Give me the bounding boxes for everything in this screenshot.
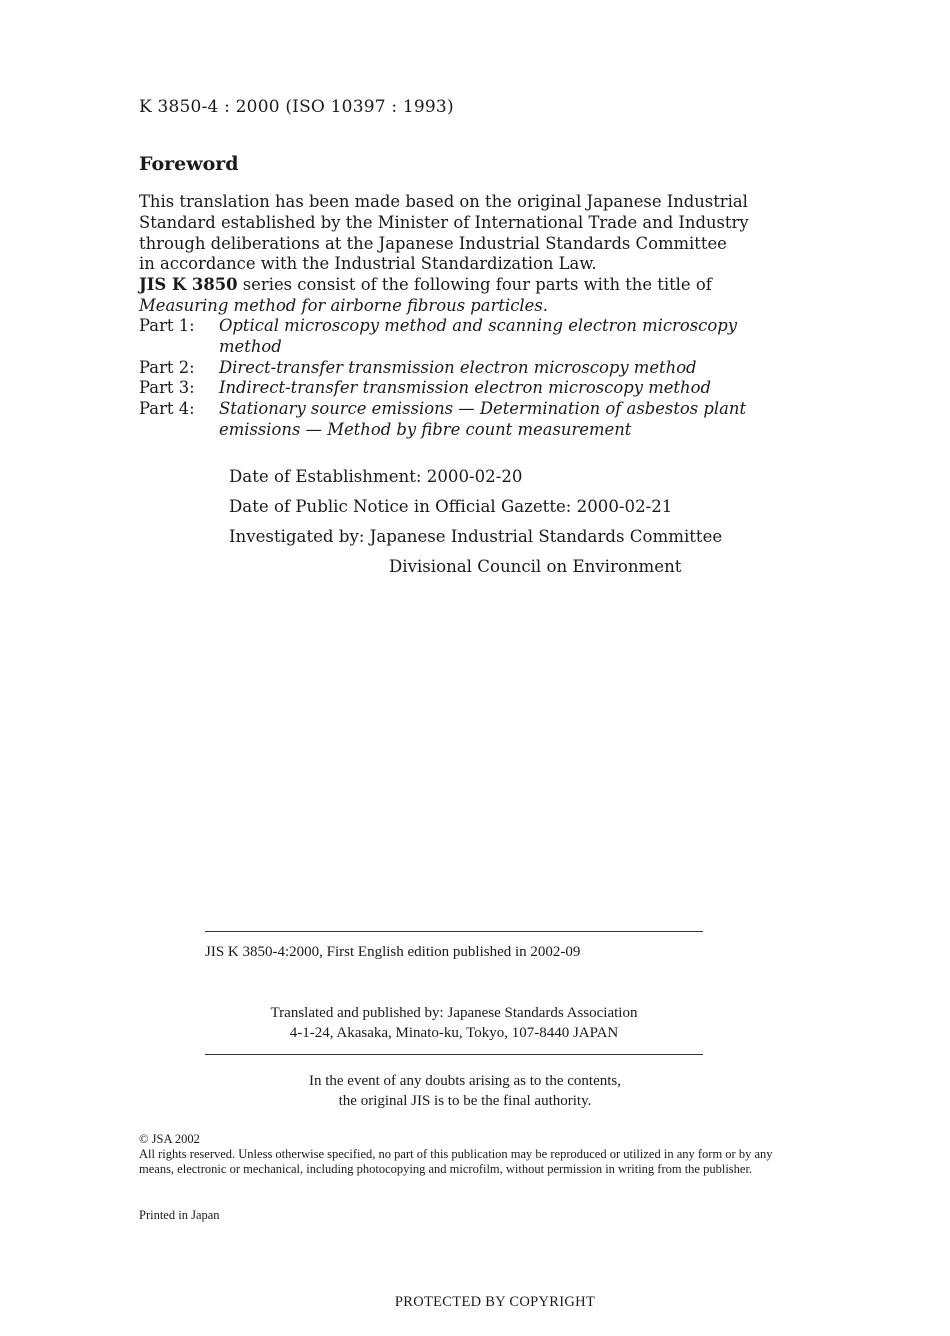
parts-list <box>139 316 779 441</box>
publisher-block <box>205 1003 703 1043</box>
rights-statement: All rights reserved. Unless otherwise specified, no part of this publication may be reproduced or utilized in any form or by any means, electronic or mechanical, including photocopying and microfilm, without permission in writing from the publisher. <box>139 1147 773 1176</box>
translated-by: Translated and published by: Japanese Standards Association <box>270 1005 638 1021</box>
protected-footer: PROTECTED BY COPYRIGHT <box>394 1294 596 1310</box>
series-text: series consist of the following four parts with the title of <box>237 275 712 295</box>
investigated-by: Investigated by: Japanese Industrial Standards Committee <box>229 527 723 546</box>
authority-note <box>205 1071 725 1111</box>
series-code: JIS K 3850 <box>139 275 238 295</box>
public-notice-date: Date of Public Notice in Official Gazette: 2000-02-21 <box>229 497 673 516</box>
part-label: Part 1: <box>139 316 195 335</box>
part-title: Stationary source emissions — Determination of asbestos plant emissions — Method by fibre count measurement <box>219 399 747 439</box>
authority-note-line-1: In the event of any doubts arising as to the contents, <box>308 1073 621 1089</box>
part-title: Direct-transfer transmission electron microscopy method <box>219 357 697 377</box>
copyright-block <box>139 1132 779 1177</box>
foreword-title: Foreword <box>139 153 239 175</box>
copyright-mark: © JSA 2002 <box>139 1132 200 1146</box>
foreword-line-4: in accordance with the Industrial Standardization Law. <box>139 254 597 274</box>
council-name: Divisional Council on Environment <box>389 557 682 576</box>
dates-block <box>229 462 722 582</box>
divider-top <box>205 931 703 932</box>
series-line <box>139 275 779 296</box>
printed-in: Printed in Japan <box>139 1208 220 1222</box>
foreword-line-1: This translation has been made based on the original Japanese Industrial <box>139 192 748 211</box>
edition-info: JIS K 3850-4:2000, First English edition published in 2002-09 <box>205 944 581 960</box>
part-item <box>139 316 779 358</box>
divider-bottom <box>205 1054 703 1055</box>
part-item <box>139 378 779 399</box>
part-title: Indirect-transfer transmission electron microscopy method <box>219 378 711 398</box>
foreword-line-3: through deliberations at the Japanese Industrial Standards Committee <box>139 233 727 253</box>
authority-note-line-2: the original JIS is to be the final authority. <box>338 1093 592 1109</box>
part-label: Part 3: <box>139 378 195 398</box>
part-item <box>139 399 779 441</box>
part-label: Part 4: <box>139 399 195 419</box>
part-item <box>139 358 779 379</box>
establishment-date: Date of Establishment: 2000-02-20 <box>229 467 523 486</box>
publisher-address: 4-1-24, Akasaka, Minato-ku, Tokyo, 107-8440 JAPAN <box>289 1025 619 1041</box>
part-title: Optical microscopy method and scanning electron microscopy method <box>219 316 737 356</box>
foreword-line-2: Standard established by the Minister of International Trade and Industry <box>139 212 749 232</box>
series-title: Measuring method for airborne fibrous particles. <box>139 295 548 315</box>
foreword-paragraph <box>139 192 779 317</box>
document-code: K 3850-4 : 2000 (ISO 10397 : 1993) <box>139 97 454 117</box>
part-label: Part 2: <box>139 357 195 377</box>
